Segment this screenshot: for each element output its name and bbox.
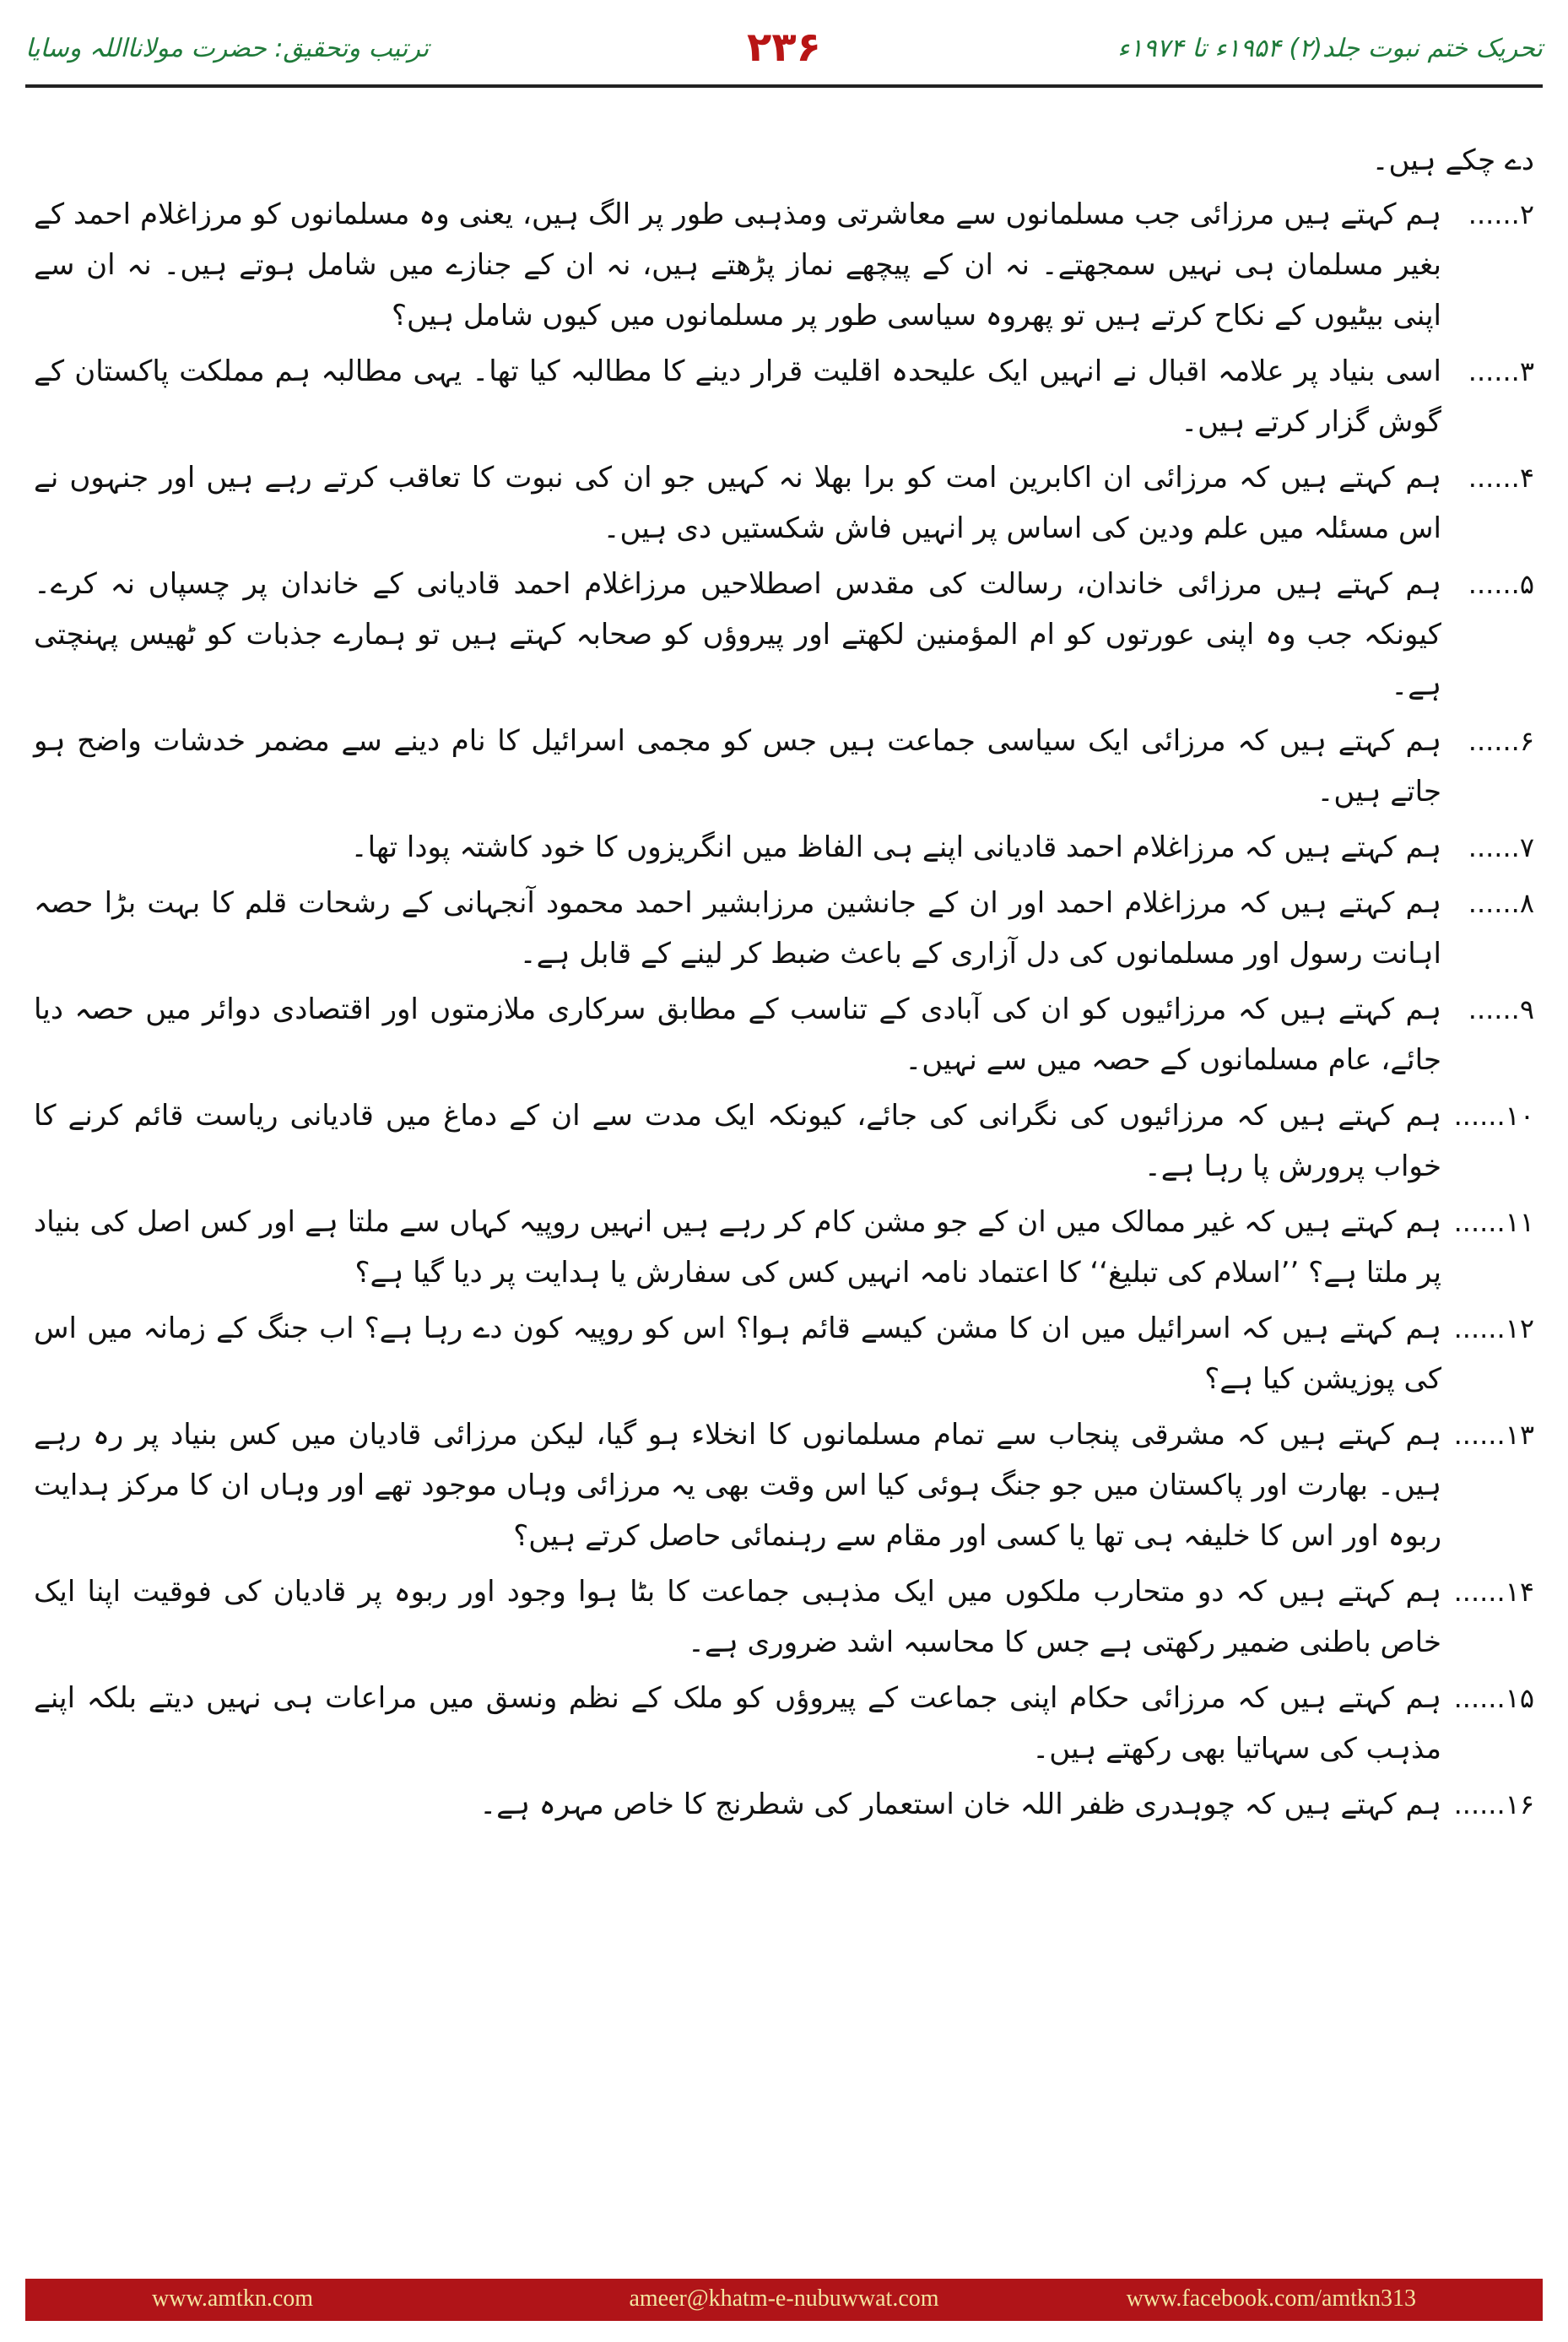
- item-text: ہم کہتے ہیں کہ اسرائیل میں ان کا مشن کیسے قائم ہوا؟ اس کو روپیہ کون دے رہا ہے؟ اب جنگ کے زمانہ میں اس کی پوزیشن کیا ہے؟: [34, 1312, 1441, 1396]
- item-text: ہم کہتے ہیں کہ مرزائیوں کو ان کی آبادی کے تناسب کے مطابق سرکاری ملازمتوں اور اقتصادی دوائر میں حصہ دیا جائے، عام مسلمانوں کے حصہ میں سے نہیں۔: [34, 993, 1441, 1077]
- list-item: [34, 1197, 1534, 1298]
- list-item: [34, 1779, 1534, 1830]
- continued-text: دے چکے ہیں۔: [1371, 143, 1534, 177]
- list-item: [34, 452, 1534, 554]
- list-item: [34, 1673, 1534, 1774]
- item-text: ہم کہتے ہیں کہ چوہدری ظفر اللہ خان استعمار کی شطرنج کا خاص مہرہ ہے۔: [479, 1788, 1441, 1821]
- list-item: [34, 1409, 1534, 1561]
- item-number: ۴......: [1468, 462, 1534, 494]
- item-number: ۷......: [1468, 831, 1534, 863]
- item-number: ۱۶......: [1453, 1788, 1534, 1820]
- item-number: ۱۴......: [1453, 1576, 1534, 1608]
- item-number: ۹......: [1468, 993, 1534, 1025]
- item-text: ہم کہتے ہیں کہ مرزائی ان اکابرین امت کو برا بھلا نہ کہیں جو ان کی نبوت کا تعاقب کرتے رہے ہیں اور جنہوں نے اس مسئلہ میں علم ودین کی اساس پر انہیں فاش شکستیں دی ہیں۔: [34, 461, 1441, 545]
- item-text: ہم کہتے ہیں کہ مرزاغلام احمد قادیانی اپنے ہی الفاظ میں انگریزوں کا خود کاشتہ پودا تھا۔: [350, 830, 1441, 864]
- item-number: ۱۵......: [1453, 1682, 1534, 1714]
- item-text: ہم کہتے ہیں کہ مرزائیوں کی نگرانی کی جائے، کیونکہ ایک مدت سے ان کے دماغ میں قادیانی ریاست قائم کرنے کا خواب پرورش پا رہا ہے۔: [34, 1099, 1441, 1183]
- footer-email-link[interactable]: ameer@khatm-e-nubuwwat.com: [629, 2285, 939, 2312]
- item-text: ہم کہتے ہیں کہ مرزائی حکام اپنی جماعت کے پیروؤں کو ملک کے نظم ونسق میں مراعات ہی نہیں دیتے بلکہ اپنے مذہب کی سہاتیا بھی رکھتے ہیں۔: [34, 1681, 1441, 1766]
- page-body: [34, 135, 1534, 1835]
- numbered-list: [34, 189, 1534, 1830]
- item-number: ۱۱......: [1453, 1206, 1534, 1238]
- header-divider: [25, 84, 1543, 88]
- list-item: [34, 559, 1534, 711]
- item-number: ۲......: [1468, 198, 1534, 230]
- item-text: ہم کہتے ہیں کہ مرزاغلام احمد اور ان کے جانشین مرزابشیر احمد محمود آنجہانی کے رشحات قلم کا بہت بڑا حصہ اہانت رسول اور مسلمانوں کی دل آزاری کے باعث ضبط کر لینے کے قابل ہے۔: [34, 886, 1441, 971]
- item-number: ۱۰......: [1453, 1100, 1534, 1132]
- list-item: [34, 984, 1534, 1085]
- item-text: ہم کہتے ہیں کہ غیر ممالک میں ان کے جو مشن کام کر رہے ہیں انہیں روپیہ کہاں سے ملتا ہے اور کس اصل کی بنیاد پر ملتا ہے؟ ’’اسلام کی تبلیغ‘‘ کا اعتماد نامہ انہیں کس کی سفارش یا ہدایت پر دیا گیا ہے؟: [34, 1205, 1441, 1290]
- list-item: [34, 716, 1534, 817]
- item-text: ہم کہتے ہیں کہ دو متحارب ملکوں میں ایک مذہبی جماعت کا بٹا ہوا وجود اور ربوہ پر قادیان کی فوقیت اپنا ایک خاص باطنی ضمیر رکھتی ہے جس کا محاسبہ اشد ضروری ہے۔: [34, 1575, 1441, 1659]
- page-number: ۲۳۶: [747, 24, 821, 71]
- list-item: [34, 1566, 1534, 1668]
- item-number: ۵......: [1468, 568, 1534, 600]
- item-number: ۱۳......: [1453, 1419, 1534, 1451]
- list-item: [34, 346, 1534, 447]
- page-header: [25, 24, 1543, 83]
- item-text: اسی بنیاد پر علامہ اقبال نے انہیں ایک علیحدہ اقلیت قرار دینے کا مطالبہ کیا تھا۔ یہی مطالبہ ہم مملکت پاکستان کے گوش گزار کرتے ہیں۔: [34, 354, 1441, 439]
- list-item: [34, 1303, 1534, 1404]
- item-text: ہم کہتے ہیں کہ مرزائی ایک سیاسی جماعت ہیں جس کو مجمی اسرائیل کا نام دینے سے مضمر خدشات واضح ہو جاتے ہیں۔: [34, 724, 1442, 809]
- item-number: ۱۲......: [1453, 1312, 1534, 1344]
- item-text: ہم کہتے ہیں مرزائی خاندان، رسالت کی مقدس اصطلاحیں مرزاغلام احمد قادیانی کے خاندان پر چسپاں نہ کرے۔ کیونکہ جب وہ اپنی عورتوں کو ام المؤمنین لکھتے اور پیروؤں کو صحابہ کہتے ہیں تو ہمارے جذبات کو ٹھیس پہنچتی ہے۔: [34, 567, 1441, 702]
- item-number: ۸......: [1468, 887, 1534, 919]
- item-text: ہم کہتے ہیں مرزائی جب مسلمانوں سے معاشرتی ومذہبی طور پر الگ ہیں، یعنی وہ مسلمانوں کو مرزاغلام احمد کے بغیر مسلمان ہی نہیں سمجھتے۔ نہ ان کے پیچھے نماز پڑھتے ہیں، نہ ان کے جنازے میں شامل ہوتے ہیں۔ نہ ان سے اپنی بیٹیوں کے نکاح کرتے ہیں تو پھروہ سیاسی طور پر مسلمانوں میں کیوں شامل ہیں؟: [34, 197, 1441, 333]
- item-text: ہم کہتے ہیں کہ مشرقی پنجاب سے تمام مسلمانوں کا انخلاء ہو گیا، لیکن مرزائی قادیان میں کس بنیاد پر رہ رہے ہیں۔ بھارت اور پاکستان میں جو جنگ ہوئی کیا اس وقت بھی یہ مرزائی وہاں موجود تھے اور وہاں ان کا مرکز ہدایت ربوہ اور اس کا خلیفہ ہی تھا یا کسی اور مقام سے رہنمائی حاصل کرتے ہیں؟: [34, 1418, 1441, 1553]
- header-book-title: تحریک ختم نبوت جلد(۲) ۱۹۵۴ء تا ۱۹۷۴ء: [1117, 34, 1543, 63]
- page-footer: [25, 2279, 1543, 2321]
- list-item: [34, 878, 1534, 979]
- item-number: ۳......: [1468, 355, 1534, 387]
- footer-facebook-link[interactable]: www.facebook.com/amtkn313: [1126, 2285, 1416, 2312]
- item-number: ۶......: [1468, 725, 1534, 757]
- list-item: [34, 822, 1534, 873]
- list-item: [34, 1090, 1534, 1192]
- list-item: [34, 189, 1534, 341]
- header-compiler: ترتیب وتحقیق: حضرت مولانااللہ وسایا: [25, 34, 430, 63]
- footer-website-link[interactable]: www.amtkn.com: [152, 2285, 314, 2312]
